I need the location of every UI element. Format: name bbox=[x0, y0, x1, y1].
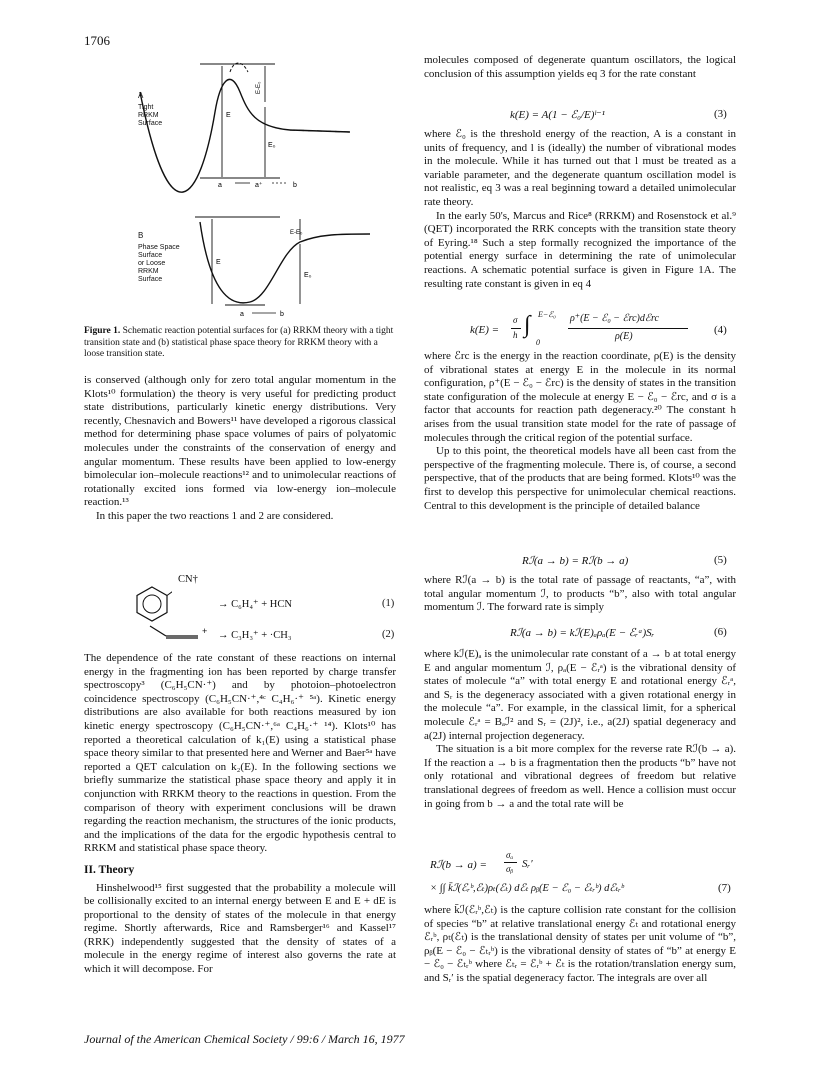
butadiene-icon bbox=[148, 622, 218, 642]
label-b-a: b bbox=[293, 182, 297, 189]
label-e0-b: E₀ bbox=[304, 272, 312, 279]
label-e-b: E bbox=[216, 259, 221, 266]
label-e-minus-e0-a: E-E₀ bbox=[256, 81, 262, 94]
eq4-number: (4) bbox=[714, 324, 727, 336]
eq4-numerator: ρ⁺(E − ℰ₀ − ℰrc)dℰrc bbox=[570, 313, 659, 324]
paragraph: molecules composed of degenerate quantum oscillators, the logical conclusion of this assumption yields eq 3 for the rate constant bbox=[424, 54, 736, 80]
right-col-p6 bbox=[424, 574, 736, 615]
integral-sign: ∫ bbox=[524, 312, 531, 338]
right-col-p1 bbox=[424, 54, 736, 81]
surface-b-curve bbox=[200, 222, 370, 303]
eq4-h: h bbox=[513, 330, 518, 340]
rxn2-number: (2) bbox=[382, 629, 395, 640]
paragraph: where ℰrc is the energy in the reaction coordinate, ρ(E) is the density of vibrational states at energy E in the molecule in its normal configuration, ρ⁺(E − ℰ₀ − ℰrc) is the density of states in the transition state configuration of the molecule at energy E − ℰ₀ − ℰrc, and σ is a factor that accounts for reaction path degeneracy.²⁰ The constant h arises from the usual transition state model for the rate of passage of molecules through the critical region of the potential surface. bbox=[424, 350, 736, 444]
eq7-frac-num: σₐ bbox=[506, 850, 514, 860]
eq7-frac-line bbox=[504, 862, 517, 863]
caption-bold: Figure 1. bbox=[84, 326, 121, 336]
eq7-integrand: × ∫∫ k̄ℐ(ℰᵣᵇ,ℰₜ)ρₜ(ℰₜ) dℰₜ ρᵦ(E − ℰ₀ − ℰₜᵣᵇ) dℰₜᵣᵇ bbox=[430, 883, 624, 894]
journal-footer: Journal of the American Chemical Society / 99:6 / March 16, 1977 bbox=[84, 1032, 405, 1046]
equation-3-number: (3) bbox=[714, 108, 727, 120]
label-a-b: a bbox=[240, 311, 244, 318]
right-col-p7 bbox=[424, 648, 736, 811]
label-aplus: a⁺ bbox=[255, 182, 263, 189]
eq4-upper: E−ℰ₀ bbox=[538, 310, 556, 319]
equation-5: Rℐ(a → b) = Rℐ(b → a) bbox=[522, 555, 629, 567]
paragraph: In the early 50's, Marcus and Rice⁸ (RRKM) and Rosenstock et al.⁹ (QET) incorporated the RRK concepts with the transition state theory of Eyring.¹⁸ Such a step formally recognized the importance of the potential energy surface in determining the rate of unimolecular reactions. A schematic potential surface is given in Figure 1A. The resulting rate constant is given in eq 4 bbox=[424, 209, 736, 290]
benzene-ring-icon bbox=[132, 584, 172, 624]
rxn2-products: → C₃H₃⁺ + ·CH₃ bbox=[218, 630, 292, 641]
paragraph: where k̄ℐ(ℰᵣᵇ,ℰₜ) is the capture collision rate constant for the collision of species “b” at relative translational energy ℰₜ and rotational energy ℰᵣᵇ, ρₜ(ℰₜ) is the translational density of states per unit volume of “b”, ρᵦ(E − ℰ₀ − ℰₜᵣᵇ) is the vibrational density of states of “b” at energy E − ℰ₀ − ℰₜᵣᵇ where ℰₜᵣ = ℰᵣᵇ + ℰₜ is the rotation/translation energy sum, and Sᵣ′ is the spatial degeneracy factor. The integrals are over all bbox=[424, 904, 736, 984]
panel-b-label: Phase Space Surface or Loose RRKM Surface bbox=[138, 244, 180, 283]
equation-6-number: (6) bbox=[714, 626, 727, 638]
eq7-lhs: Rℐ(b → a) = bbox=[430, 859, 487, 871]
right-col-p4 bbox=[424, 350, 736, 513]
eq4-sigma: σ bbox=[513, 315, 518, 325]
eq7-number: (7) bbox=[718, 882, 731, 894]
paragraph: Hinshelwood¹⁵ first suggested that the probability a molecule will be collisionally excited to an internal energy between E and E + dE is proportional to the density of states of the molecule in that energy regime. Shortly afterwards, Rice and Ramsberger¹⁶ and Kassel¹⁷ (RRK) independently suggested that the density of states of a molecule in the energy regime of interest also governs the rate at which it will decompose. For bbox=[84, 881, 396, 976]
eq4-frac-line bbox=[511, 328, 521, 329]
paragraph: where kℐ(E)ₐ is the unimolecular rate constant of a → b at total energy E and angular momentum ℐ, ρₐ(E − ℰᵣᵃ) is the vibrational density of states of molecule “a” with total energy E and rotational energy ℰᵣᵃ, and Sᵣ is the degeneracy associated with a given rotational energy in the molecule “a”. For example, in the classical limit, for a spherical molecule ℰᵣᵃ = Bₐℐ² and Sᵣ = (2J)², i.e., a(2J) spatial degeneracy and a(2J) internal projection degeneracy. bbox=[424, 648, 736, 742]
figure-caption bbox=[84, 326, 396, 361]
eq4-lhs: k(E) = bbox=[470, 324, 500, 336]
equation-6: Rℐ(a → b) = kℐ(E)ₐρₐ(E − ℰᵣᵃ)Sᵣ bbox=[510, 627, 655, 639]
left-col-p1 bbox=[84, 374, 396, 524]
label-b-b: b bbox=[280, 311, 284, 318]
paragraph: In this paper the two reactions 1 and 2 are considered. bbox=[96, 509, 334, 522]
panel-a-label: Tight RRKM Surface bbox=[138, 104, 163, 127]
eq4-lower: 0 bbox=[536, 338, 540, 347]
eq4-denominator: ρ(E) bbox=[615, 331, 633, 342]
page-number: 1706 bbox=[84, 33, 110, 48]
caption-text: Schematic reaction potential surfaces for (a) RRKM theory with a tight transition state and (b) statistical phase space theory for RRKM theory with a loose transition state. bbox=[84, 326, 394, 359]
paragraph: The dependence of the rate constant of these reactions on internal energy in the fragmenting ion has been reported by charge transfer spectroscopy³ (C₆H₅CN·⁺) and by photoion–photoelectron coincidence spectroscopy (C₆H₅CN·⁺,⁴ᶜ C₄H₆·⁺ ⁵ᵃ). Kinetic energy distributions are also available for both reactions measured by ion kinetic energy spectroscopy (C₆H₅CN·⁺,⁶ᵃ C₄H₆·⁺ ¹⁴). Klots¹⁰ has reported a theoretical calculation of k₁(E) using a statistical phase space theory similar to that presented here and Werner and Baer⁵ᵃ have reported a QET calculation on k₂(E). In the following sections we briefly summarize the statistical phase space theory and apply it in conjunction with RRKM theory to the reactions in question. From the comparison of theory with experiment conclusions will be drawn regarding the reaction mechanism, the structures of the ionic products, and the implications of the data for the ergodic hypothesis central to RRKM and statistical phase space theory. bbox=[84, 652, 396, 855]
label-e-minus-e0-b: E-E₀ bbox=[290, 230, 303, 236]
rxn1-number: (1) bbox=[382, 598, 395, 609]
left-col-p3 bbox=[84, 652, 396, 977]
panel-a-letter: A bbox=[138, 91, 144, 100]
right-col-p9 bbox=[424, 904, 736, 986]
label-e0-a: E₀ bbox=[268, 142, 276, 149]
eq7-frac-den: σᵦ bbox=[506, 864, 513, 874]
eq4-main-frac-line bbox=[568, 328, 688, 329]
surface-a-curve bbox=[140, 79, 350, 192]
paragraph: Up to this point, the theoretical models have all been cast from the perspective of the fragmenting molecule. There is, of course, a second perspective, that of the products that are being formed. Klots¹⁰ was the first to develop this perspective for unimolecular chemical reactions. Central to this development is the principle of detailed balance bbox=[424, 445, 736, 512]
paragraph: is conserved (although only for zero total angular momentum in the Klots¹⁰ formulation) the theory is very useful for predicting product state distributions, particularly kinetic energy distributions. Very recently, Chesnavich and Bowers¹¹ have developed a rigorous classical method for determining phase space volumes of pairs of polyatomic molecules under the constraints of the conservation of energy and angular momentum. These results have been applied to low-energy bimolecular ion–molecule reactions¹² and to unimolecular reactions of rotationally excited ions formed via low-energy ion–molecule reaction.¹³ bbox=[84, 374, 396, 509]
eq7-rhs: Sᵣ′ bbox=[522, 858, 533, 870]
label-e-a: E bbox=[226, 112, 231, 119]
equation-3: k(E) = A(1 − ℰ₀/E)ˡ⁻¹ bbox=[510, 109, 605, 121]
paragraph: where Rℐ(a → b) is the total rate of passage of reactants, “a”, with total angular momentum ℐ, to products “b”, also with total angular momentum ℐ. The forward rate is simply bbox=[424, 574, 736, 614]
paragraph: The situation is a bit more complex for the reverse rate Rℐ(b → a). If the reaction a → b is a fragmentation then the products “b” have not only rotational and vibrational degrees of freedom but relative translational degrees of freedom as well. Hence a collision must occur in going from b → a and the total rate will be bbox=[424, 743, 736, 810]
label-a-a: a bbox=[218, 182, 222, 189]
paragraph: where ℰ₀ is the threshold energy of the reaction, A is a constant in units of frequency, and l is (ideally) the number of vibrational modes in the molecule. While it has turned out that l must be treated as a variable parameter, and the degenerate quantum oscillation model is not realistic, eq 3 was a real beginning toward a detailed unimolecular rate theory. bbox=[424, 128, 736, 208]
svg-text:+: + bbox=[202, 626, 208, 636]
rxn1-substituent: CN† bbox=[178, 574, 198, 585]
equation-5-number: (5) bbox=[714, 554, 727, 566]
panel-b-letter: B bbox=[138, 231, 144, 240]
rxn1-products: → C₆H₄⁺ + HCN bbox=[218, 599, 292, 610]
right-col-p2 bbox=[424, 128, 736, 291]
section-heading: II. Theory bbox=[84, 863, 135, 876]
